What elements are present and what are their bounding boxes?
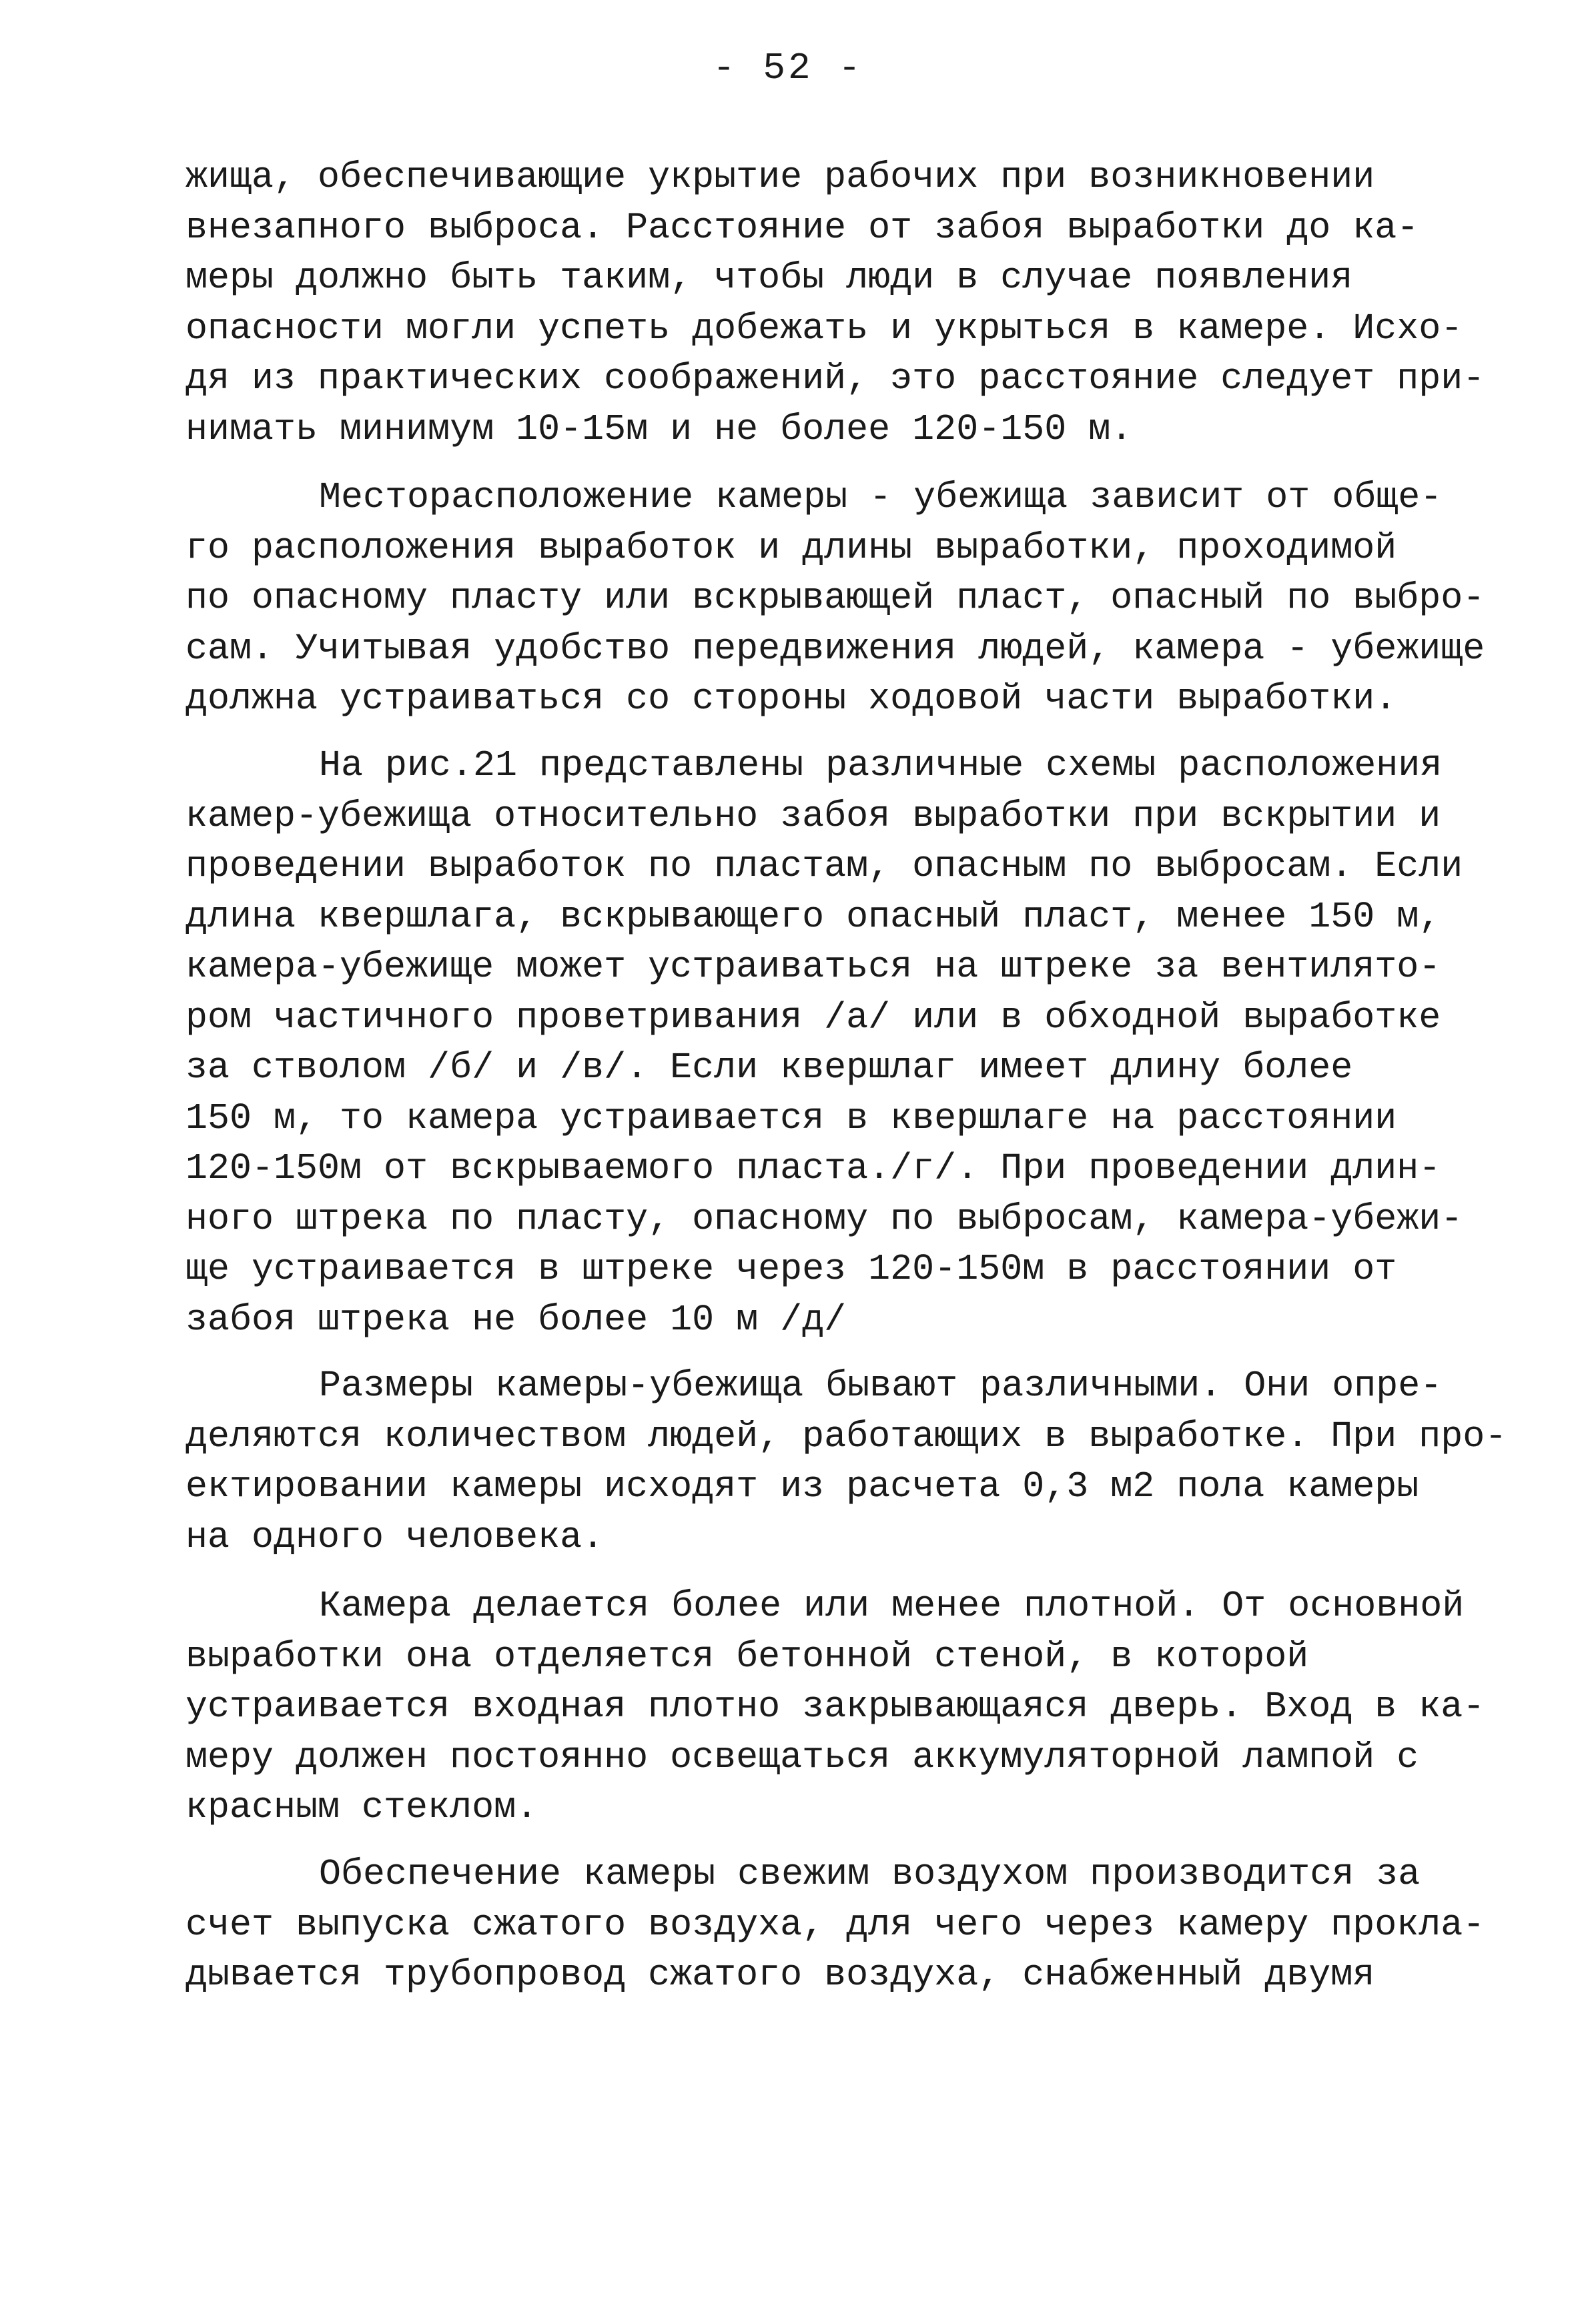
text-line: ром частичного проветривания /а/ или в обходной выработке xyxy=(185,996,1441,1039)
paragraph-4 xyxy=(185,1361,1507,1562)
paragraph-3 xyxy=(185,740,1463,1345)
page-number: - 52 - xyxy=(713,47,863,89)
paragraph-1 xyxy=(185,152,1485,454)
text-line: Камера делается более или менее плотной. От основной xyxy=(319,1585,1465,1627)
text-line: на одного человека. xyxy=(185,1516,605,1558)
text-line: На рис.21 представлены различные схемы расположения xyxy=(319,744,1443,786)
text-line: 150 м, то камера устраивается в квершлаге на расстоянии xyxy=(185,1097,1397,1139)
text-line: го расположения выработок и длины выработки, проходимой xyxy=(185,526,1397,569)
paragraph-2 xyxy=(185,472,1485,724)
text-line: проведении выработок по пластам, опасным по выбросам. Если xyxy=(185,845,1463,887)
text-line: деляются количеством людей, работающих в выработке. При про- xyxy=(185,1415,1507,1458)
text-line: счет выпуска сжатого воздуха, для чего через камеру прокла- xyxy=(185,1903,1485,1946)
text-line: нимать минимум 10-15м и не более 120-150 м. xyxy=(185,408,1133,450)
text-line: меру должен постоянно освещаться аккумуляторной лампой с xyxy=(185,1736,1419,1778)
text-line: Размеры камеры-убежища бывают различными. Они опре- xyxy=(319,1365,1443,1407)
text-line: забоя штрека не более 10 м /д/ xyxy=(185,1298,847,1341)
text-line: Месторасположение камеры - убежища зависит от обще- xyxy=(319,476,1443,518)
text-line: 120-150м от вскрываемого пласта./г/. При проведении длин- xyxy=(185,1147,1441,1189)
text-line: устраивается входная плотно закрывающаяся дверь. Вход в ка- xyxy=(185,1686,1485,1728)
text-line: должна устраиваться со стороны ходовой части выработки. xyxy=(185,678,1397,720)
text-line: Обеспечение камеры свежим воздухом производится за xyxy=(319,1853,1421,1895)
text-line: красным стеклом. xyxy=(185,1786,538,1828)
text-line: сам. Учитывая удобство передвижения людей, камера - убежище xyxy=(185,627,1485,670)
text-line: длина квершлага, вскрывающего опасный пласт, менее 150 м, xyxy=(185,895,1441,938)
text-line: меры должно быть таким, чтобы люди в случае появления xyxy=(185,257,1353,299)
paragraph-5 xyxy=(185,1581,1485,1833)
text-line: дывается трубопровод сжатого воздуха, снабженный двумя xyxy=(185,1954,1375,1996)
text-line: опасности могли успеть добежать и укрыться в камере. Исхо- xyxy=(185,307,1463,350)
text-line: ного штрека по пласту, опасному по выбросам, камера-убежи- xyxy=(185,1197,1463,1240)
text-line: выработки она отделяется бетонной стеной, в которой xyxy=(185,1635,1309,1678)
text-line: жища, обеспечивающие укрытие рабочих при возникновении xyxy=(185,156,1375,198)
text-line: внезапного выброса. Расстояние от забоя выработки до ка- xyxy=(185,206,1419,249)
text-line: ще устраивается в штреке через 120-150м в расстоянии от xyxy=(185,1248,1397,1290)
text-line: дя из практических соображений, это расстояние следует при- xyxy=(185,358,1485,400)
text-line: камера-убежище может устраиваться на штреке за вентилято- xyxy=(185,946,1441,988)
text-line: камер-убежища относительно забоя выработки при вскрытии и xyxy=(185,794,1441,837)
paragraph-6 xyxy=(185,1849,1485,2000)
text-line: ектировании камеры исходят из расчета 0,3 м2 пола камеры xyxy=(185,1466,1419,1508)
text-line: за стволом /б/ и /в/. Если квершлаг имеет длину более xyxy=(185,1047,1353,1089)
text-line: по опасному пласту или вскрывающей пласт, опасный по выбро- xyxy=(185,577,1485,619)
